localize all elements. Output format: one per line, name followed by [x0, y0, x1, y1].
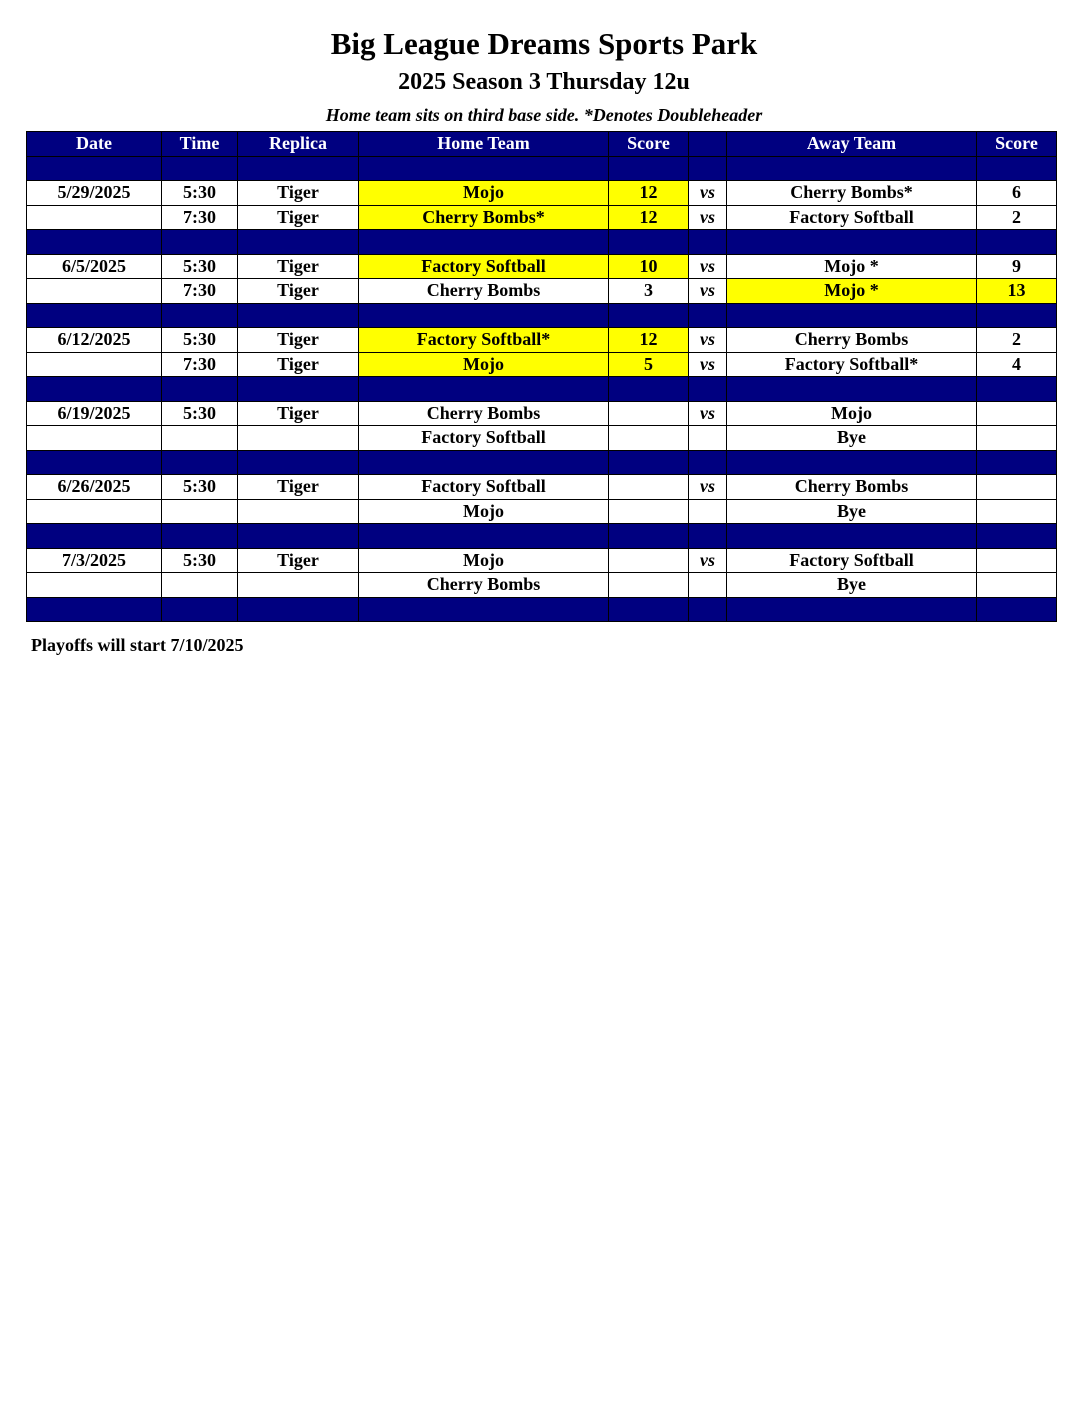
home-team-cell: Factory Softball [359, 426, 609, 451]
separator-cell [727, 377, 977, 402]
separator-cell [977, 303, 1057, 328]
date-cell: 6/12/2025 [27, 328, 162, 353]
separator-cell [977, 450, 1057, 475]
table-row [27, 548, 1057, 573]
table-row [27, 181, 1057, 206]
table-row [27, 401, 1057, 426]
table-row [27, 573, 1057, 598]
vs-cell: vs [689, 401, 727, 426]
separator-cell [689, 597, 727, 622]
away-team-cell: Bye [727, 573, 977, 598]
separator-cell [977, 524, 1057, 549]
separator-row [27, 230, 1057, 255]
separator-cell [238, 597, 359, 622]
separator-row [27, 156, 1057, 181]
home-score-cell [609, 573, 689, 598]
separator-cell [977, 597, 1057, 622]
separator-row [27, 450, 1057, 475]
separator-cell [27, 230, 162, 255]
vs-cell [689, 573, 727, 598]
away-team-cell: Mojo [727, 401, 977, 426]
away-score-cell [977, 573, 1057, 598]
vs-cell: vs [689, 205, 727, 230]
time-cell: 7:30 [162, 205, 238, 230]
date-cell: 6/26/2025 [27, 475, 162, 500]
separator-cell [162, 597, 238, 622]
away-team-cell: Cherry Bombs* [727, 181, 977, 206]
separator-cell [727, 156, 977, 181]
vs-cell: vs [689, 279, 727, 304]
replica-cell: Tiger [238, 279, 359, 304]
home-team-cell: Cherry Bombs [359, 279, 609, 304]
column-header-away-team: Away Team [727, 132, 977, 157]
home-score-cell [609, 499, 689, 524]
time-cell: 5:30 [162, 328, 238, 353]
home-team-cell: Factory Softball* [359, 328, 609, 353]
separator-cell [359, 156, 609, 181]
away-score-cell: 9 [977, 254, 1057, 279]
separator-cell [162, 524, 238, 549]
away-score-cell [977, 548, 1057, 573]
separator-cell [238, 377, 359, 402]
separator-cell [27, 156, 162, 181]
date-cell [27, 352, 162, 377]
column-header-date: Date [27, 132, 162, 157]
column-header-home-team: Home Team [359, 132, 609, 157]
away-team-cell: Factory Softball [727, 205, 977, 230]
separator-cell [238, 450, 359, 475]
vs-cell: vs [689, 352, 727, 377]
separator-cell [27, 597, 162, 622]
separator-cell [162, 156, 238, 181]
table-row [27, 254, 1057, 279]
separator-cell [359, 377, 609, 402]
separator-row [27, 524, 1057, 549]
separator-cell [977, 230, 1057, 255]
home-score-cell: 12 [609, 328, 689, 353]
separator-cell [27, 524, 162, 549]
home-team-cell: Cherry Bombs [359, 401, 609, 426]
replica-cell: Tiger [238, 181, 359, 206]
away-team-cell: Cherry Bombs [727, 475, 977, 500]
home-score-cell: 5 [609, 352, 689, 377]
home-team-cell: Mojo [359, 352, 609, 377]
away-score-cell: 2 [977, 328, 1057, 353]
separator-row [27, 597, 1057, 622]
separator-cell [359, 303, 609, 328]
date-cell [27, 205, 162, 230]
home-team-cell: Mojo [359, 499, 609, 524]
vs-cell [689, 426, 727, 451]
away-score-cell [977, 426, 1057, 451]
column-header-vs [689, 132, 727, 157]
date-cell [27, 426, 162, 451]
vs-cell: vs [689, 328, 727, 353]
separator-cell [27, 303, 162, 328]
time-cell [162, 499, 238, 524]
home-score-cell [609, 426, 689, 451]
separator-cell [609, 524, 689, 549]
vs-cell: vs [689, 254, 727, 279]
schedule-body [27, 156, 1057, 622]
date-cell: 6/5/2025 [27, 254, 162, 279]
time-cell [162, 573, 238, 598]
separator-cell [609, 597, 689, 622]
separator-cell [609, 377, 689, 402]
away-score-cell: 4 [977, 352, 1057, 377]
separator-cell [727, 524, 977, 549]
away-score-cell [977, 401, 1057, 426]
table-row [27, 205, 1057, 230]
date-cell [27, 573, 162, 598]
replica-cell [238, 426, 359, 451]
separator-cell [27, 377, 162, 402]
time-cell: 5:30 [162, 401, 238, 426]
separator-cell [727, 597, 977, 622]
separator-cell [238, 303, 359, 328]
separator-row [27, 377, 1057, 402]
table-row [27, 426, 1057, 451]
replica-cell: Tiger [238, 352, 359, 377]
separator-cell [609, 450, 689, 475]
date-cell: 6/19/2025 [27, 401, 162, 426]
home-score-cell [609, 475, 689, 500]
separator-cell [689, 156, 727, 181]
column-header-away-score: Score [977, 132, 1057, 157]
separator-cell [162, 230, 238, 255]
separator-cell [689, 230, 727, 255]
time-cell [162, 426, 238, 451]
separator-cell [977, 156, 1057, 181]
time-cell: 5:30 [162, 254, 238, 279]
separator-cell [162, 450, 238, 475]
separator-cell [238, 230, 359, 255]
separator-cell [162, 377, 238, 402]
separator-cell [162, 303, 238, 328]
separator-cell [359, 450, 609, 475]
away-score-cell [977, 499, 1057, 524]
column-header-home-score: Score [609, 132, 689, 157]
home-team-cell: Cherry Bombs* [359, 205, 609, 230]
home-team-cell: Cherry Bombs [359, 573, 609, 598]
away-team-cell: Mojo * [727, 279, 977, 304]
column-header-replica: Replica [238, 132, 359, 157]
separator-cell [609, 303, 689, 328]
away-team-cell: Cherry Bombs [727, 328, 977, 353]
vs-cell: vs [689, 548, 727, 573]
schedule-table [26, 131, 1057, 622]
replica-cell: Tiger [238, 205, 359, 230]
time-cell: 5:30 [162, 548, 238, 573]
separator-cell [359, 230, 609, 255]
date-cell [27, 499, 162, 524]
away-team-cell: Bye [727, 426, 977, 451]
replica-cell [238, 573, 359, 598]
home-score-cell: 12 [609, 205, 689, 230]
separator-cell [727, 303, 977, 328]
away-team-cell: Factory Softball [727, 548, 977, 573]
time-cell: 5:30 [162, 181, 238, 206]
away-score-cell [977, 475, 1057, 500]
away-score-cell: 6 [977, 181, 1057, 206]
separator-cell [609, 156, 689, 181]
separator-cell [727, 230, 977, 255]
separator-cell [609, 230, 689, 255]
separator-cell [689, 303, 727, 328]
separator-cell [238, 156, 359, 181]
playoffs-note: Playoffs will start 7/10/2025 [31, 635, 244, 655]
date-cell: 7/3/2025 [27, 548, 162, 573]
away-team-cell: Mojo * [727, 254, 977, 279]
table-row [27, 475, 1057, 500]
separator-cell [359, 524, 609, 549]
separator-row [27, 303, 1057, 328]
separator-cell [727, 450, 977, 475]
separator-cell [977, 377, 1057, 402]
away-team-cell: Bye [727, 499, 977, 524]
date-cell [27, 279, 162, 304]
vs-cell: vs [689, 475, 727, 500]
separator-cell [27, 450, 162, 475]
home-score-cell: 10 [609, 254, 689, 279]
away-team-cell: Factory Softball* [727, 352, 977, 377]
table-header-row [27, 132, 1057, 157]
header-note: Home team sits on third base side. *Denotes Doubleheader [325, 105, 763, 125]
vs-cell: vs [689, 181, 727, 206]
away-score-cell: 2 [977, 205, 1057, 230]
home-team-cell: Factory Softball [359, 254, 609, 279]
home-team-cell: Factory Softball [359, 475, 609, 500]
column-header-time: Time [162, 132, 238, 157]
replica-cell: Tiger [238, 254, 359, 279]
replica-cell [238, 499, 359, 524]
time-cell: 7:30 [162, 352, 238, 377]
date-cell: 5/29/2025 [27, 181, 162, 206]
home-score-cell [609, 548, 689, 573]
replica-cell: Tiger [238, 475, 359, 500]
replica-cell: Tiger [238, 401, 359, 426]
table-row [27, 279, 1057, 304]
home-team-cell: Mojo [359, 181, 609, 206]
home-score-cell: 12 [609, 181, 689, 206]
page-subtitle: 2025 Season 3 Thursday 12u [398, 69, 690, 95]
home-score-cell [609, 401, 689, 426]
table-row [27, 352, 1057, 377]
time-cell: 5:30 [162, 475, 238, 500]
separator-cell [689, 377, 727, 402]
separator-cell [359, 597, 609, 622]
replica-cell: Tiger [238, 328, 359, 353]
home-team-cell: Mojo [359, 548, 609, 573]
separator-cell [238, 524, 359, 549]
time-cell: 7:30 [162, 279, 238, 304]
page-title: Big League Dreams Sports Park [330, 26, 758, 61]
home-score-cell: 3 [609, 279, 689, 304]
table-row [27, 499, 1057, 524]
vs-cell [689, 499, 727, 524]
separator-cell [689, 450, 727, 475]
separator-cell [689, 524, 727, 549]
away-score-cell: 13 [977, 279, 1057, 304]
replica-cell: Tiger [238, 548, 359, 573]
table-row [27, 328, 1057, 353]
